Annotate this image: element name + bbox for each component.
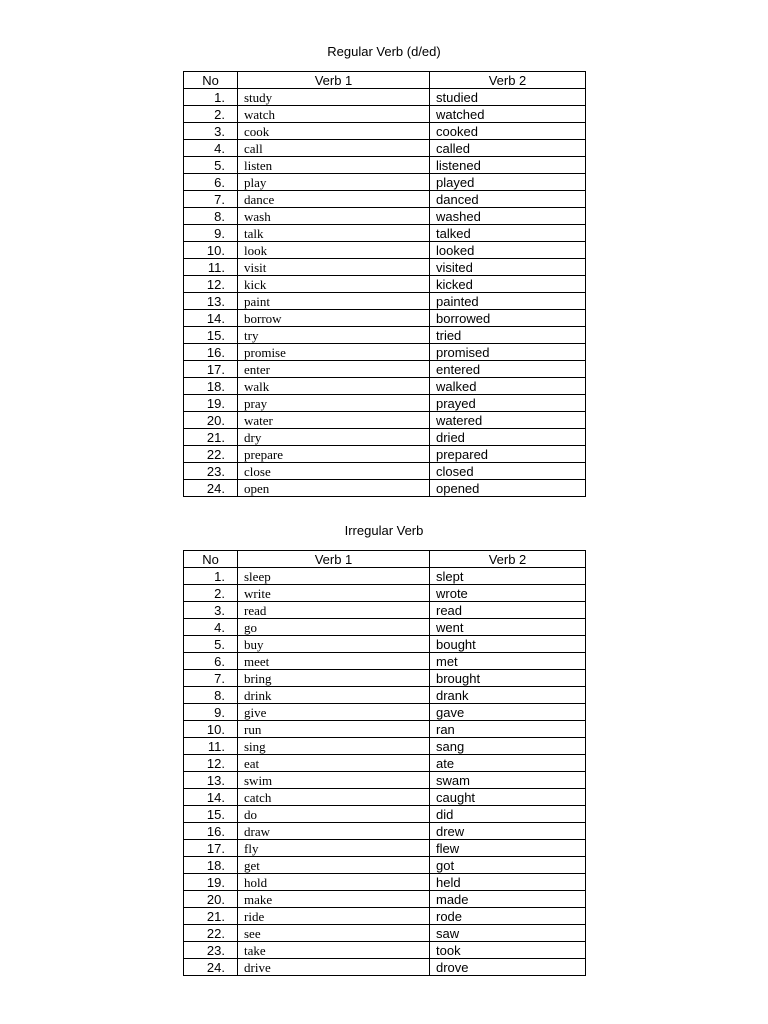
- verb2-cell: drank: [430, 687, 586, 704]
- verb2-cell: studied: [430, 89, 586, 106]
- row-number: 1.: [184, 89, 238, 106]
- verb2-cell: gave: [430, 704, 586, 721]
- verb2-cell: talked: [430, 225, 586, 242]
- table-row: [184, 619, 586, 636]
- verb2-cell: ate: [430, 755, 586, 772]
- row-number: 8.: [184, 208, 238, 225]
- regular-verb-title: Regular Verb (d/ed): [327, 44, 441, 59]
- verb2-cell: watered: [430, 412, 586, 429]
- verb2-cell: did: [430, 806, 586, 823]
- table-row: [184, 123, 586, 140]
- table-row: [184, 429, 586, 446]
- verb1-cell: enter: [238, 361, 430, 378]
- verb1-cell: draw: [238, 823, 430, 840]
- verb1-cell: catch: [238, 789, 430, 806]
- table-row: [184, 225, 586, 242]
- table-row: [184, 106, 586, 123]
- irregular-verb-table: [183, 550, 586, 976]
- verb1-cell: try: [238, 327, 430, 344]
- table-row: [184, 89, 586, 106]
- verb2-cell: flew: [430, 840, 586, 857]
- table-row: [184, 361, 586, 378]
- table-row: [184, 874, 586, 891]
- verb2-cell: promised: [430, 344, 586, 361]
- verb2-cell: closed: [430, 463, 586, 480]
- row-number: 11.: [184, 738, 238, 755]
- table-row: [184, 925, 586, 942]
- verb1-cell: paint: [238, 293, 430, 310]
- regular-verb-rows: [184, 89, 586, 497]
- table-row: [184, 721, 586, 738]
- verb2-cell: drove: [430, 959, 586, 976]
- verb2-cell: ran: [430, 721, 586, 738]
- row-number: 18.: [184, 857, 238, 874]
- verb2-cell: dried: [430, 429, 586, 446]
- verb2-cell: cooked: [430, 123, 586, 140]
- verb2-cell: kicked: [430, 276, 586, 293]
- table-row: [184, 568, 586, 585]
- regular-verb-table: [183, 71, 586, 497]
- verb1-cell: prepare: [238, 446, 430, 463]
- verb2-cell: took: [430, 942, 586, 959]
- verb1-cell: ride: [238, 908, 430, 925]
- verb1-cell: sing: [238, 738, 430, 755]
- row-number: 21.: [184, 429, 238, 446]
- table-row: [184, 395, 586, 412]
- row-number: 6.: [184, 653, 238, 670]
- verb2-cell: called: [430, 140, 586, 157]
- row-number: 9.: [184, 225, 238, 242]
- table-row: [184, 772, 586, 789]
- verb2-cell: entered: [430, 361, 586, 378]
- row-number: 3.: [184, 602, 238, 619]
- verb1-cell: watch: [238, 106, 430, 123]
- verb1-cell: close: [238, 463, 430, 480]
- table-row: [184, 738, 586, 755]
- verb2-cell: rode: [430, 908, 586, 925]
- table-row: [184, 480, 586, 497]
- row-number: 15.: [184, 806, 238, 823]
- column-header-verb2: Verb 2: [430, 551, 586, 568]
- verb1-cell: fly: [238, 840, 430, 857]
- table-row: [184, 276, 586, 293]
- row-number: 18.: [184, 378, 238, 395]
- table-row: [184, 585, 586, 602]
- verb2-cell: borrowed: [430, 310, 586, 327]
- column-header-no: No: [184, 72, 238, 89]
- table-row: [184, 670, 586, 687]
- row-number: 19.: [184, 395, 238, 412]
- row-number: 20.: [184, 891, 238, 908]
- row-number: 3.: [184, 123, 238, 140]
- verb2-cell: washed: [430, 208, 586, 225]
- verb2-cell: played: [430, 174, 586, 191]
- verb1-cell: wash: [238, 208, 430, 225]
- table-row: [184, 891, 586, 908]
- row-number: 16.: [184, 344, 238, 361]
- row-number: 20.: [184, 412, 238, 429]
- table-row: [184, 293, 586, 310]
- verb1-cell: run: [238, 721, 430, 738]
- verb1-cell: buy: [238, 636, 430, 653]
- verb1-cell: kick: [238, 276, 430, 293]
- verb2-cell: slept: [430, 568, 586, 585]
- verb1-cell: cook: [238, 123, 430, 140]
- row-number: 22.: [184, 446, 238, 463]
- table-row: [184, 942, 586, 959]
- irregular-verb-title: Irregular Verb: [344, 523, 424, 538]
- row-number: 14.: [184, 310, 238, 327]
- row-number: 4.: [184, 140, 238, 157]
- table-row: [184, 806, 586, 823]
- table-row: [184, 446, 586, 463]
- irregular-verb-rows: [184, 568, 586, 976]
- row-number: 22.: [184, 925, 238, 942]
- verb2-cell: met: [430, 653, 586, 670]
- table-row: [184, 140, 586, 157]
- verb1-cell: water: [238, 412, 430, 429]
- row-number: 2.: [184, 106, 238, 123]
- table-row: [184, 208, 586, 225]
- verb1-cell: make: [238, 891, 430, 908]
- verb1-cell: drink: [238, 687, 430, 704]
- row-number: 7.: [184, 191, 238, 208]
- table-row: [184, 310, 586, 327]
- verb1-cell: take: [238, 942, 430, 959]
- verb2-cell: held: [430, 874, 586, 891]
- table-row: [184, 191, 586, 208]
- verb1-cell: visit: [238, 259, 430, 276]
- verb2-cell: walked: [430, 378, 586, 395]
- verb2-cell: saw: [430, 925, 586, 942]
- verb1-cell: write: [238, 585, 430, 602]
- verb2-cell: visited: [430, 259, 586, 276]
- row-number: 5.: [184, 157, 238, 174]
- verb1-cell: play: [238, 174, 430, 191]
- row-number: 10.: [184, 242, 238, 259]
- verb2-cell: danced: [430, 191, 586, 208]
- verb1-cell: dance: [238, 191, 430, 208]
- table-row: [184, 755, 586, 772]
- table-row: [184, 174, 586, 191]
- verb2-cell: sang: [430, 738, 586, 755]
- verb1-cell: open: [238, 480, 430, 497]
- verb1-cell: sleep: [238, 568, 430, 585]
- table-row: [184, 959, 586, 976]
- verb1-cell: study: [238, 89, 430, 106]
- table-row: [184, 789, 586, 806]
- verb1-cell: give: [238, 704, 430, 721]
- table-row: [184, 463, 586, 480]
- verb2-cell: got: [430, 857, 586, 874]
- row-number: 13.: [184, 293, 238, 310]
- row-number: 14.: [184, 789, 238, 806]
- table-header-row: [184, 72, 586, 89]
- verb1-cell: pray: [238, 395, 430, 412]
- row-number: 24.: [184, 480, 238, 497]
- row-number: 10.: [184, 721, 238, 738]
- verb2-cell: went: [430, 619, 586, 636]
- verb1-cell: get: [238, 857, 430, 874]
- row-number: 17.: [184, 361, 238, 378]
- table-row: [184, 327, 586, 344]
- table-row: [184, 653, 586, 670]
- verb2-cell: looked: [430, 242, 586, 259]
- verb1-cell: read: [238, 602, 430, 619]
- verb1-cell: look: [238, 242, 430, 259]
- row-number: 7.: [184, 670, 238, 687]
- table-row: [184, 823, 586, 840]
- row-number: 11.: [184, 259, 238, 276]
- row-number: 9.: [184, 704, 238, 721]
- verb1-cell: drive: [238, 959, 430, 976]
- row-number: 5.: [184, 636, 238, 653]
- table-header-row: [184, 551, 586, 568]
- verb1-cell: do: [238, 806, 430, 823]
- row-number: 16.: [184, 823, 238, 840]
- verb1-cell: see: [238, 925, 430, 942]
- table-row: [184, 857, 586, 874]
- verb1-cell: promise: [238, 344, 430, 361]
- row-number: 21.: [184, 908, 238, 925]
- row-number: 13.: [184, 772, 238, 789]
- table-row: [184, 259, 586, 276]
- verb1-cell: eat: [238, 755, 430, 772]
- verb2-cell: bought: [430, 636, 586, 653]
- table-row: [184, 378, 586, 395]
- verb1-cell: bring: [238, 670, 430, 687]
- verb1-cell: dry: [238, 429, 430, 446]
- verb2-cell: made: [430, 891, 586, 908]
- verb2-cell: watched: [430, 106, 586, 123]
- verb2-cell: tried: [430, 327, 586, 344]
- verb2-cell: painted: [430, 293, 586, 310]
- verb1-cell: swim: [238, 772, 430, 789]
- row-number: 17.: [184, 840, 238, 857]
- verb1-cell: borrow: [238, 310, 430, 327]
- table-row: [184, 157, 586, 174]
- row-number: 4.: [184, 619, 238, 636]
- verb1-cell: meet: [238, 653, 430, 670]
- verb2-cell: prepared: [430, 446, 586, 463]
- table-row: [184, 344, 586, 361]
- table-row: [184, 704, 586, 721]
- row-number: 24.: [184, 959, 238, 976]
- row-number: 12.: [184, 276, 238, 293]
- row-number: 23.: [184, 942, 238, 959]
- verb2-cell: brought: [430, 670, 586, 687]
- verb2-cell: opened: [430, 480, 586, 497]
- table-row: [184, 242, 586, 259]
- row-number: 2.: [184, 585, 238, 602]
- column-header-verb2: Verb 2: [430, 72, 586, 89]
- table-row: [184, 602, 586, 619]
- row-number: 8.: [184, 687, 238, 704]
- verb2-cell: drew: [430, 823, 586, 840]
- column-header-verb1: Verb 1: [238, 72, 430, 89]
- row-number: 19.: [184, 874, 238, 891]
- verb1-cell: hold: [238, 874, 430, 891]
- row-number: 1.: [184, 568, 238, 585]
- verb2-cell: listened: [430, 157, 586, 174]
- table-row: [184, 840, 586, 857]
- column-header-verb1: Verb 1: [238, 551, 430, 568]
- verb1-cell: walk: [238, 378, 430, 395]
- verb2-cell: read: [430, 602, 586, 619]
- verb1-cell: listen: [238, 157, 430, 174]
- table-row: [184, 908, 586, 925]
- verb2-cell: caught: [430, 789, 586, 806]
- row-number: 15.: [184, 327, 238, 344]
- verb1-cell: go: [238, 619, 430, 636]
- row-number: 23.: [184, 463, 238, 480]
- column-header-no: No: [184, 551, 238, 568]
- verb2-cell: prayed: [430, 395, 586, 412]
- table-row: [184, 687, 586, 704]
- verb2-cell: swam: [430, 772, 586, 789]
- verb1-cell: call: [238, 140, 430, 157]
- row-number: 12.: [184, 755, 238, 772]
- verb1-cell: talk: [238, 225, 430, 242]
- verb2-cell: wrote: [430, 585, 586, 602]
- row-number: 6.: [184, 174, 238, 191]
- table-row: [184, 412, 586, 429]
- table-row: [184, 636, 586, 653]
